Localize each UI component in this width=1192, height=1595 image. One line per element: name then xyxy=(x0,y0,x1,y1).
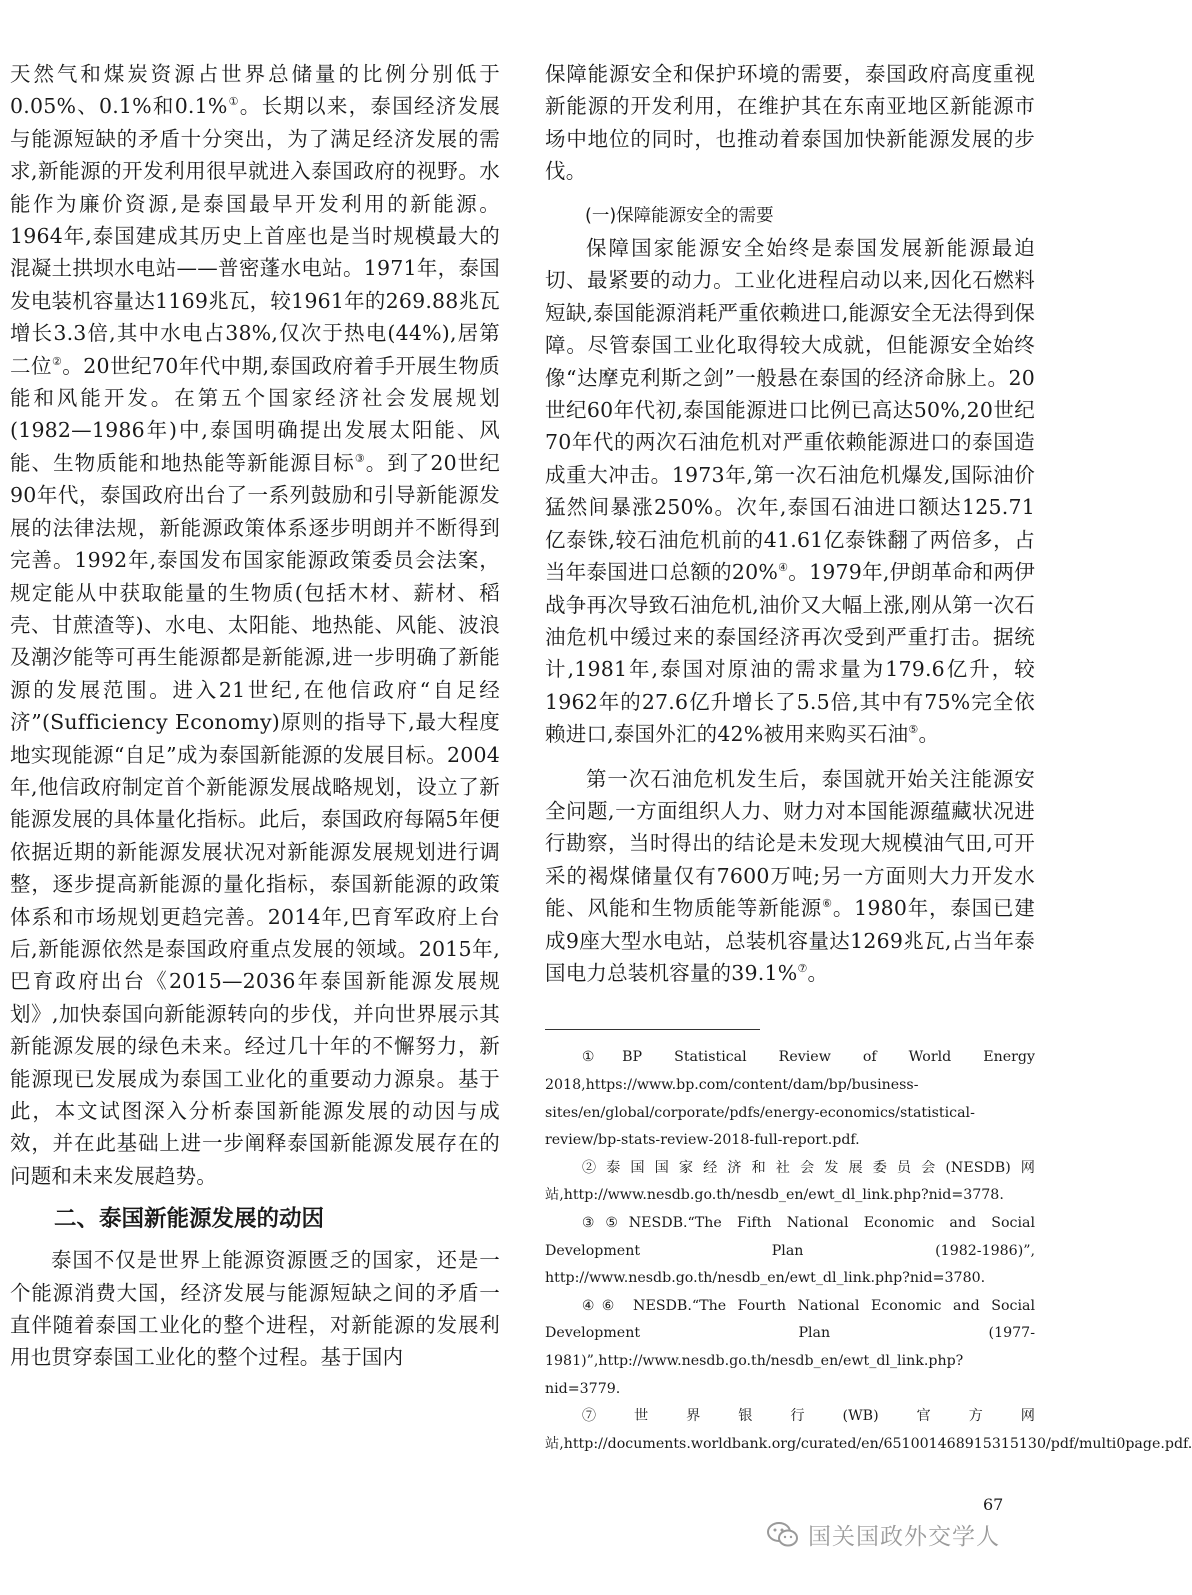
footnote: ①BP Statistical Review of World Energy 2018,https://www.bp.com/content/dam/bp/business-sites/en/global/corporate/pdfs/energy-economics/statistical-review/bp-stats-review-2018-full-report.pdf. xyxy=(545,1049,1035,1149)
footnote: ⑦世界银行(WB)官方网站,http://documents.worldbank.org/curated/en/651001468915315130/pdf/multi0page.pdf. xyxy=(545,1408,1192,1452)
left-column xyxy=(10,58,500,1374)
body-paragraph: 泰国不仅是世界上能源资源匮乏的国家，还是一个能源消费大国，经济发展与能源短缺之间的矛盾一直伴随着泰国工业化的整个进程，对新能源的发展利用也贯穿泰国工业化的整个过程。基于国内 xyxy=(10,1248,500,1370)
body-paragraph: 天然气和煤炭资源占世界总储量的比例分别低于0.05%、0.1%和0.1%①。长期以来，泰国经济发展与能源短缺的矛盾十分突出，为了满足经济发展的需求,新能源的开发利用很早就进入泰国政府的视野。水能作为廉价资源,是泰国最早开发利用的新能源。1964年,泰国建成其历史上首座也是当时规模最大的混凝土拱坝水电站——普密蓬水电站。1971年，泰国发电装机容量达1169兆瓦，较1961年的269.88兆瓦增长3.3倍,其中水电占38%,仅次于热电(44%),居第二位②。20世纪70年代中期,泰国政府着手开展生物质能和风能开发。在第五个国家经济社会发展规划(1982—1986年)中,泰国明确提出发展太阳能、风能、生物质能和地热能等新能源目标③。到了20世纪90年代，泰国政府出台了一系列鼓励和引导新能源发展的法律法规，新能源政策体系逐步明朗并不断得到完善。1992年,泰国发布国家能源政策委员会法案，规定能从中获取能量的生物质(包括木材、薪材、稻壳、甘蔗渣等)、水电、太阳能、地热能、风能、波浪及潮汐能等可再生能源都是新能源,进一步明确了新能源的发展范围。进入21世纪,在他信政府“自足经济”(Sufficiency Economy)原则的指导下,最大程度地实现能源“自足”成为泰国新能源的发展目标。2004年,他信政府制定首个新能源发展战略规划，设立了新能源发展的具体量化指标。此后，泰国政府每隔5年便依据近期的新能源发展状况对新能源发展规划进行调整，逐步提高新能源的量化指标，泰国新能源的政策体系和市场规划更趋完善。2014年,巴育军政府上台后,新能源依然是泰国政府重点发展的领域。2015年,巴育政府出台《2015—2036年泰国新能源发展规划》,加快泰国向新能源转向的步伐，并向世界展示其新能源发展的绿色未来。经过几十年的不懈努力，新能源现已发展成为泰国工业化的重要动力源泉。基于此，本文试图深入分析泰国新能源发展的动因与成效，并在此基础上进一步阐释泰国新能源发展存在的问题和未来发展趋势。 xyxy=(10,62,501,1188)
footnote-divider xyxy=(545,1029,760,1030)
footnote-ref[interactable]: ⑦ xyxy=(797,962,808,976)
section-heading: 二、泰国新能源发展的动因 xyxy=(54,1206,325,1233)
right-column xyxy=(545,58,1192,1458)
spacer xyxy=(545,751,1035,763)
footnote-ref[interactable]: ① xyxy=(227,95,240,109)
footnote: ④⑥ NESDB.“The Fourth National Economic and Social Development Plan (1977-1981)”,http://www.nesdb.go.th/nesdb_en/ewt_dl_link.php?nid=3779. xyxy=(545,1297,1035,1397)
page-number: 67 xyxy=(983,1495,1004,1514)
wechat-icon xyxy=(766,1520,800,1550)
footnote-ref[interactable]: ③ xyxy=(354,452,366,466)
subsection-heading: (一)保障能源安全的需要 xyxy=(585,205,774,226)
footnote-ref[interactable]: ⑥ xyxy=(822,897,833,911)
spacer xyxy=(545,188,1035,200)
footnotes xyxy=(545,1044,1192,1458)
footnote-ref[interactable]: ⑤ xyxy=(908,723,919,737)
watermark xyxy=(766,1518,1000,1551)
body-paragraph: 保障国家能源安全始终是泰国发展新能源最迫切、最紧要的动力。工业化进程启动以来,因化石燃料短缺,泰国能源消耗严重依赖进口,能源安全无法得到保障。尽管泰国工业化取得较大成就，但能源安全始终像“达摩克利斯之剑”一般悬在泰国的经济命脉上。20世纪60年代初,泰国能源进口比例已高达50%,20世纪70年代的两次石油危机对严重依赖能源进口的泰国造成重大冲击。1973年,第一次石油危机爆发,国际油价猛然间暴涨250%。次年,泰国石油进口额达125.71亿泰铢,较石油危机前的41.61亿泰铢翻了两倍多，占当年泰国进口总额的20%④。1979年,伊朗革命和两伊战争再次导致石油危机,油价又大幅上涨,刚从第一次石油危机中缓过来的泰国经济再次受到严重打击。据统计,1981年,泰国对原油的需求量为179.6亿升，较1962年的27.6亿升增长了5.5倍,其中有75%完全依赖进口,泰国外汇的42%被用来购买石油⑤。 xyxy=(545,236,1035,747)
footnote: ②泰国国家经济和社会发展委员会(NESDB)网站,http://www.nesdb.go.th/nesdb_en/ewt_dl_link.php?nid=3778. xyxy=(545,1159,1035,1204)
watermark-text: 国关国政外交学人 xyxy=(808,1524,1000,1550)
footnote: ③⑤NESDB.“The Fifth National Economic and Social Development Plan (1982-1986)”, http://www.nesdb.go.th/nesdb_en/ewt_dl_link.php?nid=3780. xyxy=(545,1214,1035,1287)
body-paragraph: 保障能源安全和保护环境的需要，泰国政府高度重视新能源的开发利用，在维护其在东南亚地区新能源市场中地位的同时，也推动着泰国加快新能源发展的步伐。 xyxy=(545,62,1035,184)
footnote-ref[interactable]: ② xyxy=(51,354,63,368)
footnote-ref[interactable]: ④ xyxy=(778,561,789,575)
body-paragraph: 第一次石油危机发生后，泰国就开始关注能源安全问题,一方面组织人力、财力对本国能源蕴藏状况进行勘察，当时得出的结论是未发现大规模油气田,可开采的褐煤储量仅有7600万吨;另一方面则大力开发水能、风能和生物质能等新能源⑥。1980年，泰国已建成9座大型水电站，总装机容量达1269兆瓦,占当年泰国电力总装机容量的39.1%⑦。 xyxy=(545,766,1036,985)
